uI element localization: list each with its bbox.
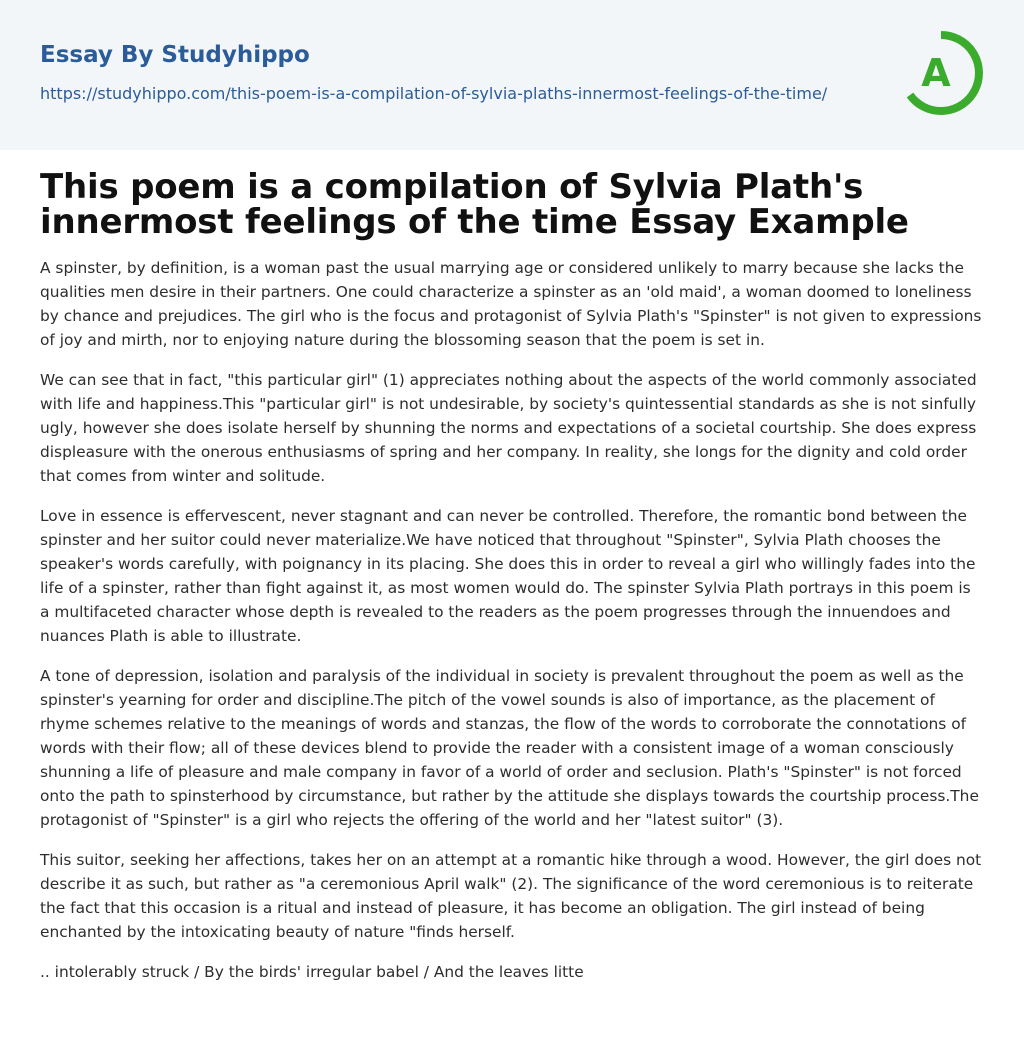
article-url-link[interactable]: https://studyhippo.com/this-poem-is-a-compilation-of-sylvia-plaths-innermost-feelings-of-the-time/ [40,84,828,103]
essay-paragraph: A spinster, by definition, is a woman past the usual marrying age or considered unlikely to marry because she lacks the qualities men desire in their partners. One could characterize a spinster as an 'old maid', a woman doomed to loneliness by chance and prejudices. The girl who is the focus and protagonist of Sylvia Plath's "Spinster" is not given to expressions of joy and mirth, nor to enjoying nature during the blossoming season that the poem is set in. [40,259,982,349]
studyhippo-logo-icon[interactable] [896,28,986,118]
article-body [0,150,1024,984]
essay-paragraph: We can see that in fact, "this particular girl" (1) appreciates nothing about the aspects of the world commonly associated with life and happiness.This "particular girl" is not undesirable, by society's quintessential standards as she is not sinfully ugly, however she does isolate herself by shunning the norms and expectations of a societal courtship. She does express displeasure with the onerous enthusiasms of spring and her company. In reality, she longs for the dignity and cold order that comes from winter and solitude. [40,371,977,485]
site-header [0,0,1024,150]
essay-paragraph: Love in essence is effervescent, never stagnant and can never be controlled. Therefore, the romantic bond between the spinster and her suitor could never materialize.We have noticed that throughout "Spinster", Sylvia Plath chooses the speaker's words carefully, with poignancy in its placing. She does this in order to reveal a girl who willingly fades into the life of a spinster, rather than fight against it, as most women would do. The spinster Sylvia Plath portrays in this poem is a multifaceted character whose depth is revealed to the readers as the poem progresses through the innuendoes and nuances Plath is able to illustrate. [40,507,976,645]
logo-letter: A [921,51,951,95]
essay-paragraph: This suitor, seeking her affections, takes her on an attempt at a romantic hike through a wood. However, the girl does not describe it as such, but rather as "a ceremonious April walk" (2). The significance of the word ceremonious is to reiterate the fact that this occasion is a ritual and instead of pleasure, it has become an obligation. The girl instead of being enchanted by the intoxicating beauty of nature "finds herself. [40,851,982,941]
essay-paragraph: A tone of depression, isolation and paralysis of the individual in society is prevalent throughout the poem as well as the spinster's yearning for order and discipline.The pitch of the vowel sounds is also of importance, as the placement of rhyme schemes relative to the meanings of words and stanzas, the flow of the words to corroborate the connotations of words with their flow; all of these devices blend to provide the reader with a consistent image of a woman consciously shunning a life of pleasure and male company in favor of a world of order and seclusion. Plath's "Spinster" is not forced onto the path to spinsterhood by circumstance, but rather by the attitude she displays towards the courtship process.The protagonist of "Spinster" is a girl who rejects the offering of the world and her "latest suitor" (3). [40,667,979,829]
essay-title: This poem is a compilation of Sylvia Plath's innermost feelings of the time Essay Example [40,167,909,242]
essay-paragraph-truncated: .. intolerably struck / By the birds' irregular babel / And the leaves litte [40,963,584,981]
site-title[interactable]: Essay By Studyhippo [40,42,310,68]
